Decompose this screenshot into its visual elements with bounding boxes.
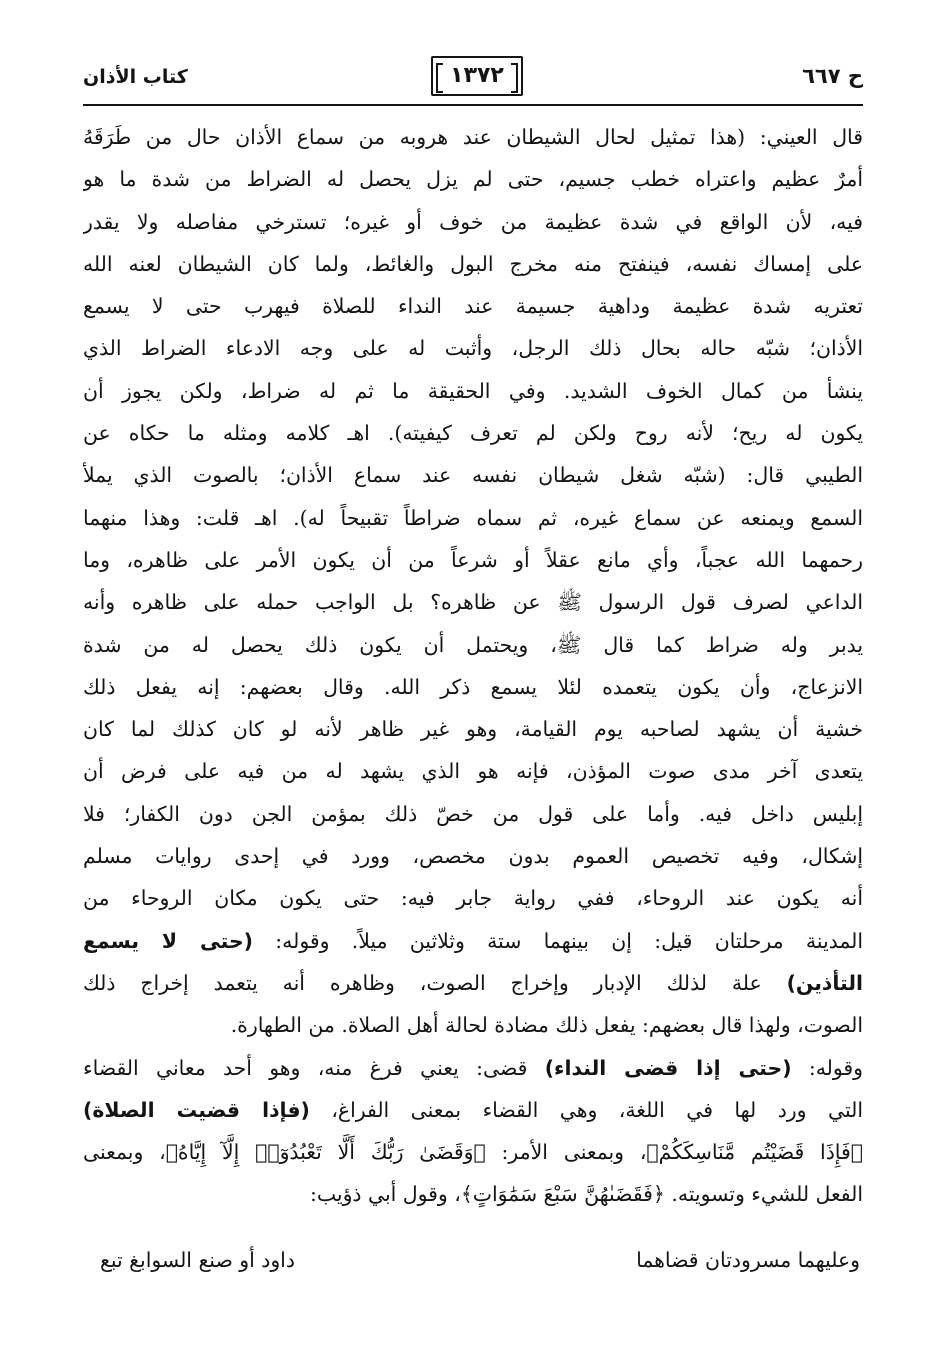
- text-line: [83, 708, 863, 750]
- text-segment: وقوله:: [791, 1055, 863, 1080]
- text-segment: إشكال، وفيه تخصيص العموم بدون مخصص، وورد في إحدى روايات مسلم: [83, 844, 863, 869]
- book-title: كتاب الأذان: [83, 66, 188, 88]
- quoted-hadith-phrase: (حتى لا يسمع: [83, 928, 253, 953]
- text-segment: رحمهما الله عجباً، وأي مانع عقلاً أو شرعاً من أن يكون الأمر على ظاهره، وما: [83, 547, 863, 572]
- poem-second-hemistich: داود أو صنع السوابغ تبع: [100, 1248, 295, 1272]
- text-segment: الداعي لصرف قول الرسول ﷺ عن ظاهره؟ بل الواجب حمله على ظاهره وأنه: [83, 590, 863, 615]
- quoted-hadith-phrase: التأذين): [786, 970, 863, 995]
- page-header: [83, 56, 863, 102]
- text-segment: ﴿فَإِذَا قَضَيْتُم مَّنَاسِكَكُمْ﴾، وبمعنى الأمر: ﴿وَقَضَىٰ رَبُّكَ أَلَّا تَعْبُدُوٓا۟ إِلَّآ إِيَّاهُ﴾، وبمعنى: [83, 1140, 863, 1165]
- volume-page-ref: ح ٦٦٧: [802, 64, 863, 88]
- text-line: [83, 412, 863, 454]
- hadith-number-badge: ١٣٧٢: [431, 56, 523, 96]
- body-text: [83, 116, 863, 1216]
- text-line: [83, 497, 863, 539]
- poem-verse: [100, 1238, 860, 1282]
- text-segment: يكون له ريح؛ لأنه روح ولكن لم تعرف كيفيته). اهـ كلامه ومثله ما حكاه عن: [83, 421, 863, 446]
- text-line: [83, 1004, 863, 1046]
- text-line: [83, 116, 863, 158]
- text-line: [83, 581, 863, 623]
- text-line: [83, 539, 863, 581]
- text-segment: إبليس داخل فيه. وأما على قول من خصّ ذلك بمؤمن الجن دون الكفار؛ فلا: [83, 801, 863, 826]
- text-segment: قال العيني: (هذا تمثيل لحال الشيطان عند هروبه من سماع الأذان حال من طَرَقَهُ: [83, 125, 863, 149]
- text-line: [83, 454, 863, 496]
- text-segment: علة لذلك الإدبار وإخراج الصوت، وظاهره أنه يتعمد إخراج ذلك: [83, 970, 787, 995]
- text-line: [83, 327, 863, 369]
- text-line: [83, 201, 863, 243]
- text-line: [83, 835, 863, 877]
- quoted-hadith-phrase: (فإذا قضيت الصلاة): [83, 1097, 310, 1122]
- text-segment: الطيبي قال: (شبّه شغل شيطان نفسه عند سماع الأذان؛ بالصوت الذي يملأ: [83, 463, 863, 488]
- text-line: [83, 1131, 863, 1173]
- text-line: [83, 243, 863, 285]
- text-line: [83, 370, 863, 412]
- quoted-hadith-phrase: (حتى إذا قضى النداء): [544, 1055, 792, 1080]
- text-line: [83, 624, 863, 666]
- text-segment: تعتريه شدة عظيمة وداهية جسيمة عند النداء للصلاة فيهرب حتى لا يسمع: [83, 294, 863, 319]
- text-line: [83, 793, 863, 835]
- text-segment: ينشأ من كمال الخوف الشديد. وفي الحقيقة ما ثم له ضراط، ولكن يجوز أن: [83, 378, 863, 403]
- text-segment: يدبر وله ضراط كما قال ﷺ، ويحتمل أن يكون ذلك يحصل له من شدة: [83, 632, 863, 657]
- text-segment: يتعدى آخر مدى صوت المؤذن، فإنه هو الذي يشهد له من فيه على فرض أن: [83, 759, 863, 784]
- text-segment: قضى: يعني فرغ منه، وهو أحد معاني القضاء: [83, 1055, 545, 1080]
- text-segment: المدينة مرحلتان قيل: إن بينهما ستة وثلاثين ميلاً. وقوله:: [253, 928, 863, 953]
- text-line: [83, 158, 863, 200]
- text-segment: السمع ويمنعه عن سماع غيره، ثم سماه ضراطاً تقبيحاً له). اهـ قلت: وهذا منهما: [83, 505, 863, 530]
- text-line: [83, 877, 863, 919]
- text-line: [83, 1173, 863, 1215]
- text-segment: الفعل للشيء وتسويته. ﴿فَقَضَىٰهُنَّ سَبْعَ سَمَٰوَاتٍ﴾، وقول أبي ذؤيب:: [310, 1182, 863, 1207]
- text-line: [83, 750, 863, 792]
- text-line: [83, 285, 863, 327]
- header-divider: [83, 104, 863, 106]
- text-segment: فيه، لأن الواقع في شدة عظيمة من خوف أو غيره؛ تسترخي مفاصله ولا يقدر: [83, 209, 863, 234]
- text-segment: خشية أن يشهد لصاحبه يوم القيامة، وهو غير ظاهر لأنه لو كان كذلك لما كان: [83, 717, 863, 742]
- poem-first-hemistich: وعليهما مسرودتان قضاهما: [636, 1248, 860, 1272]
- text-line: [83, 920, 863, 962]
- text-segment: أنه يكون عند الروحاء، ففي رواية جابر فيه: حتى يكون مكان الروحاء من: [83, 886, 863, 911]
- text-segment: على إمساك نفسه، فينفتح منه مخرج البول والغائط، ولما كان الشيطان لعنه الله: [83, 251, 863, 276]
- text-segment: التي ورد لها في اللغة، وهي القضاء بمعنى الفراغ،: [309, 1097, 863, 1122]
- text-segment: الانزعاج، وأن يكون يتعمده لئلا يسمع ذكر الله. وقال بعضهم: إنه يفعل ذلك: [83, 674, 863, 699]
- text-line: [83, 1047, 863, 1089]
- text-segment: الأذان؛ شبّه حاله بحال ذلك الرجل، وأثبت له على وجه الادعاء الضراط الذي: [83, 336, 863, 361]
- text-segment: الصوت، ولهذا قال بعضهم: يفعل ذلك مضادة لحالة أهل الصلاة. من الطهارة.: [230, 1013, 863, 1038]
- text-segment: أمرٌ عظيم واعتراه خطب جسيم، حتى لم يزل يحصل له الضراط من شدة ما هو: [83, 167, 863, 192]
- text-line: [83, 962, 863, 1004]
- text-line: [83, 666, 863, 708]
- text-line: [83, 1089, 863, 1131]
